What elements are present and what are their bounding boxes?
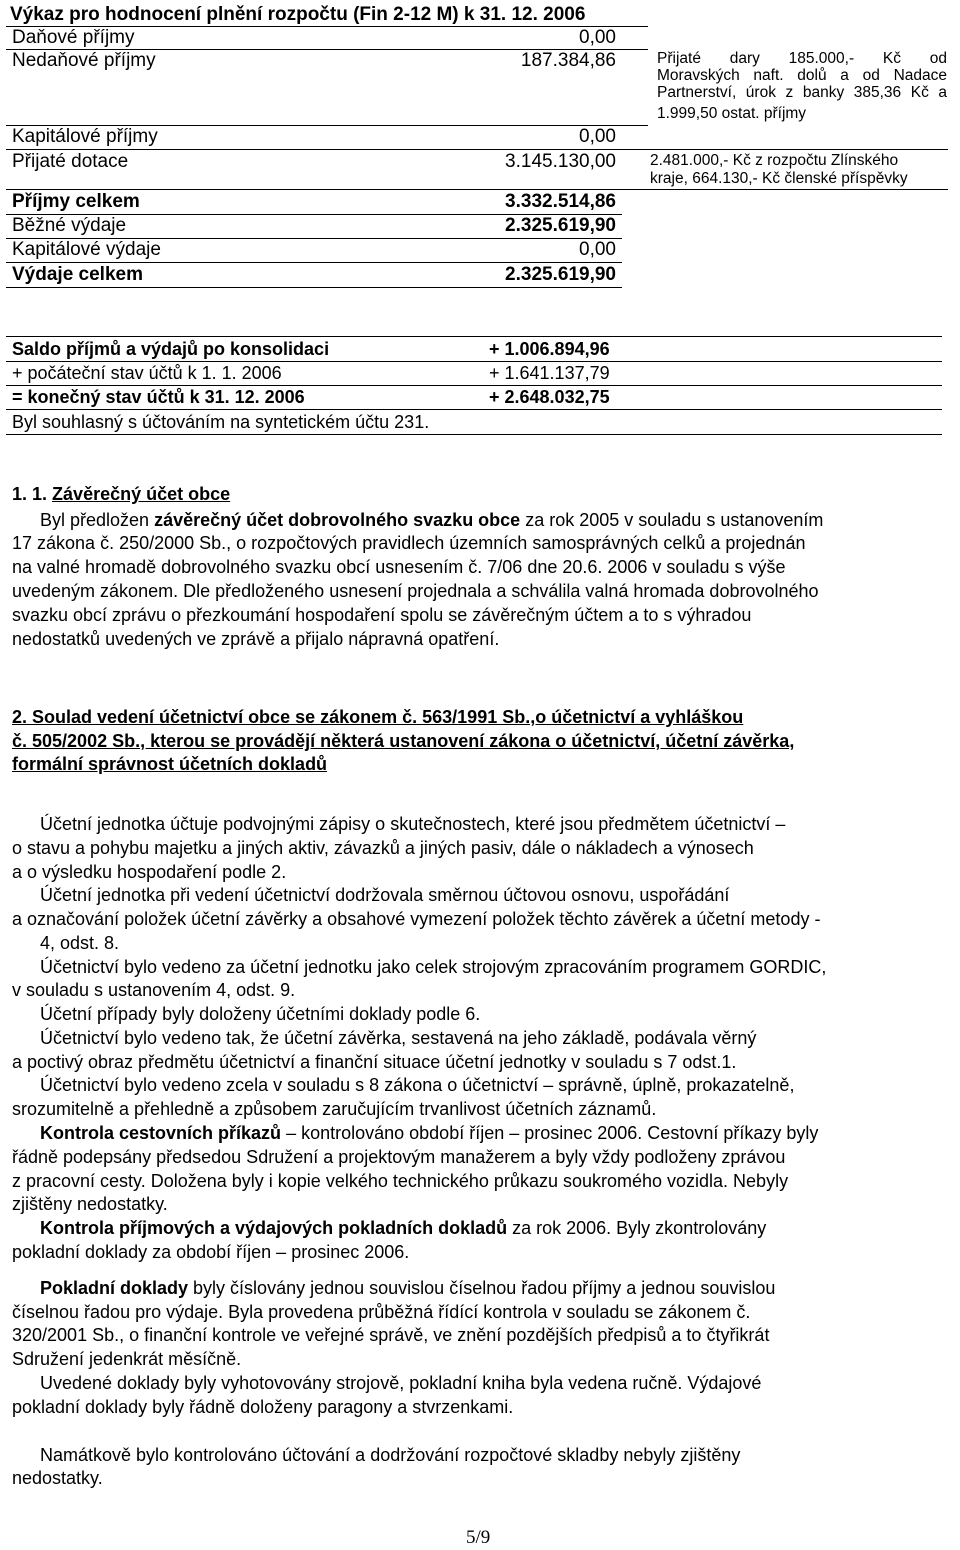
row-value-prijmy-celkem: 3.332.514,86 bbox=[505, 191, 616, 212]
note-dotace-line1: 2.481.000,- Kč z rozpočtu Zlínského bbox=[650, 152, 899, 169]
konecny-stav-value: + 2.648.032,75 bbox=[489, 387, 610, 407]
p7-line3: z pracovní cesty. Doložena byly i kopie velkého technického průkazu soukromého vozidla. Nebyly bbox=[12, 1171, 789, 1191]
p9-line1-rest: byly číslovány jednou souvislou číselnou řadou příjmy a jednou souvislou bbox=[188, 1278, 776, 1298]
table-line bbox=[6, 189, 948, 190]
p8-line1 bbox=[40, 1218, 766, 1239]
p3-line1: Účetnictví bylo vedeno za účetní jednotku jako celek strojovým zpracováním programem GORDIC, bbox=[40, 957, 827, 977]
row-label-danove: Daňové příjmy bbox=[12, 27, 135, 48]
table-line bbox=[6, 287, 622, 288]
row-value-nedanove: 187.384,86 bbox=[520, 50, 616, 71]
p5-line2: a poctivý obraz předmětu účetnictví a finanční situace účetní jednotky v souladu s 7 odst.1. bbox=[12, 1052, 737, 1072]
saldo-note: Byl souhlasný s účtováním na syntetickém účtu 231. bbox=[12, 412, 430, 432]
row-label-bezne-vydaje: Běžné výdaje bbox=[12, 215, 127, 236]
row-value-bezne-vydaje: 2.325.619,90 bbox=[505, 215, 616, 236]
p6-line2: srozumitelně a přehledně a způsobem zaručujícím trvanlivost účetních záznamů. bbox=[12, 1099, 657, 1119]
row-label-kapitalove-vydaje: Kapitálové výdaje bbox=[12, 239, 161, 260]
p8-line2: pokladní doklady za období říjen – prosinec 2006. bbox=[12, 1242, 410, 1262]
p9-line3: 320/2001 Sb., o finanční kontrole ve veřejné správě, ve znění pozdějších předpisů a to čtyřikrát bbox=[12, 1325, 770, 1345]
p2-line2: a označování položek účetní závěrky a obsahové vymezení položek těchto závěrek a účetní metody - bbox=[12, 909, 821, 929]
row-label-kapitalove: Kapitálové příjmy bbox=[12, 126, 158, 147]
p11-line2: nedostatky. bbox=[12, 1468, 103, 1488]
p7-bold: Kontrola cestovních příkazů bbox=[40, 1123, 282, 1143]
row-value-vydaje-celkem: 2.325.619,90 bbox=[505, 264, 616, 285]
p2-line1: Účetní jednotka při vedení účetnictví dodržovala směrnou účtovou osnovu, uspořádání bbox=[40, 885, 730, 905]
note-nedanove-line2: Moravských naft. dolů a od Nadace bbox=[657, 67, 947, 84]
section1-heading bbox=[12, 484, 230, 505]
p7-line1-rest: – kontrolováno období říjen – prosinec 2006. Cestovní příkazy byly bbox=[281, 1123, 819, 1143]
row-label-dotace: Přijaté dotace bbox=[12, 151, 129, 172]
table-line bbox=[6, 149, 948, 150]
p10-line1: Uvedené doklady byly vyhotovovány strojově, pokladní kniha byla vedena ručně. Výdajové bbox=[40, 1373, 762, 1393]
p7-line1 bbox=[40, 1123, 818, 1144]
page-number: 5/9 bbox=[466, 1527, 491, 1548]
p9-line1 bbox=[40, 1278, 775, 1299]
p7-line4: zjištěny nedostatky. bbox=[12, 1194, 168, 1214]
p6-line1: Účetnictví bylo vedeno zcela v souladu s 8 zákona o účetnictví – správně, úplně, prokazatelně, bbox=[40, 1075, 795, 1095]
pocatecni-stav-value: + 1.641.137,79 bbox=[489, 363, 610, 383]
row-label-vydaje-celkem: Výdaje celkem bbox=[12, 264, 143, 285]
note-nedanove-line1: Přijaté dary 185.000,- Kč od bbox=[657, 50, 947, 67]
section1-line1 bbox=[40, 510, 823, 531]
section1-line4: uvedeným zákonem. Dle předloženého usnesení projednala a schválila valná hromada dobrovolného bbox=[12, 581, 819, 601]
p3-line2: v souladu s ustanovením 4, odst. 9. bbox=[12, 980, 296, 1000]
p1-line2: o stavu a pohybu majetku a jiných aktiv, závazků a jiných pasiv, dále o nákladech a výnosech bbox=[12, 838, 754, 858]
row-label-prijmy-celkem: Příjmy celkem bbox=[12, 191, 140, 212]
section1-title: Závěrečný účet obce bbox=[52, 484, 231, 504]
p1-line3: a o výsledku hospodaření podle 2. bbox=[12, 862, 287, 882]
section1-line6: nedostatků uvedených ve zprávě a přijalo nápravná opatření. bbox=[12, 629, 500, 649]
section1-number: 1. 1. bbox=[12, 484, 48, 504]
saldo-value: + 1.006.894,96 bbox=[489, 339, 610, 359]
table-line bbox=[6, 409, 942, 410]
section1-line1-b: závěrečný účet dobrovolného svazku obce bbox=[154, 510, 521, 530]
p1-line1: Účetní jednotka účtuje podvojnými zápisy o skutečnostech, které jsou předmětem účetnictví – bbox=[40, 814, 786, 834]
p11-line1: Namátkově bylo kontrolováno účtování a dodržování rozpočtové skladby nebyly zjištěny bbox=[40, 1445, 741, 1465]
note-nedanove-line3: Partnerství, úrok z banky 385,36 Kč a bbox=[657, 84, 947, 101]
table-line bbox=[6, 262, 622, 263]
p7-line2: řádně podepsány předsedou Sdružení a projektovým manažerem a byly vždy podloženy zprávou bbox=[12, 1147, 786, 1167]
table-line bbox=[6, 361, 942, 362]
row-value-kapitalove-vydaje: 0,00 bbox=[579, 239, 616, 260]
section1-line3: na valné hromadě dobrovolného svazku obcí usnesením č. 7/06 dne 20.6. 2006 v souladu s výše bbox=[12, 557, 786, 577]
p2-line3: 4, odst. 8. bbox=[40, 933, 120, 953]
row-label-nedanove: Nedaňové příjmy bbox=[12, 50, 156, 71]
p4-line1: Účetní případy byly doloženy účetními doklady podle 6. bbox=[40, 1004, 481, 1024]
section2-heading-line3: formální správnost účetních dokladů bbox=[12, 754, 328, 774]
note-dotace-line2: kraje, 664.130,- Kč členské příspěvky bbox=[650, 170, 908, 187]
section2-heading-line2: č. 505/2002 Sb., kterou se provádějí některá ustanovení zákona o účetnictví, účetní závěrka, bbox=[12, 731, 795, 751]
section2-heading-line1: 2. Soulad vedení účetnictví obce se zákonem č. 563/1991 Sb.,o účetnictví a vyhláškou bbox=[12, 707, 744, 727]
table-line bbox=[6, 336, 942, 337]
pocatecni-stav-label: + počáteční stav účtů k 1. 1. 2006 bbox=[12, 363, 282, 383]
section1-line1-a: Byl předložen bbox=[40, 510, 155, 530]
section1-line5: svazku obcí zprávu o přezkoumání hospodaření spolu se závěrečným účtem a to s výhradou bbox=[12, 605, 752, 625]
table-line bbox=[6, 434, 942, 435]
p8-line1-rest: za rok 2006. Byly zkontrolovány bbox=[507, 1218, 767, 1238]
section1-line1-c: za rok 2005 v souladu s ustanovením bbox=[520, 510, 824, 530]
p5-line1: Účetnictví bylo vedeno tak, že účetní závěrka, sestavená na jeho základě, podávala věrný bbox=[40, 1028, 757, 1048]
p9-line2: číselnou řadou pro výdaje. Byla provedena průběžná řídící kontrola v souladu se zákonem č. bbox=[12, 1302, 751, 1322]
p9-bold: Pokladní doklady bbox=[40, 1278, 189, 1298]
saldo-label: Saldo příjmů a výdajů po konsolidaci bbox=[12, 339, 330, 359]
row-value-danove: 0,00 bbox=[579, 27, 616, 48]
p8-bold: Kontrola příjmových a výdajových pokladních dokladů bbox=[40, 1218, 508, 1238]
row-value-dotace: 3.145.130,00 bbox=[505, 151, 616, 172]
section1-line2: 17 zákona č. 250/2000 Sb., o rozpočtových pravidlech územních samosprávných celků a projednán bbox=[12, 533, 806, 553]
p10-line2: pokladní doklady byly řádně doloženy paragony a stvrzenkami. bbox=[12, 1397, 514, 1417]
row-value-kapitalove: 0,00 bbox=[579, 126, 616, 147]
konecny-stav-label: = konečný stav účtů k 31. 12. 2006 bbox=[12, 387, 305, 407]
p9-line4: Sdružení jedenkrát měsíčně. bbox=[12, 1349, 242, 1369]
document-title: Výkaz pro hodnocení plnění rozpočtu (Fin 2-12 M) k 31. 12. 2006 bbox=[10, 4, 586, 25]
note-nedanove-line4: 1.999,50 ostat. příjmy bbox=[657, 105, 807, 122]
table-line bbox=[6, 385, 942, 386]
